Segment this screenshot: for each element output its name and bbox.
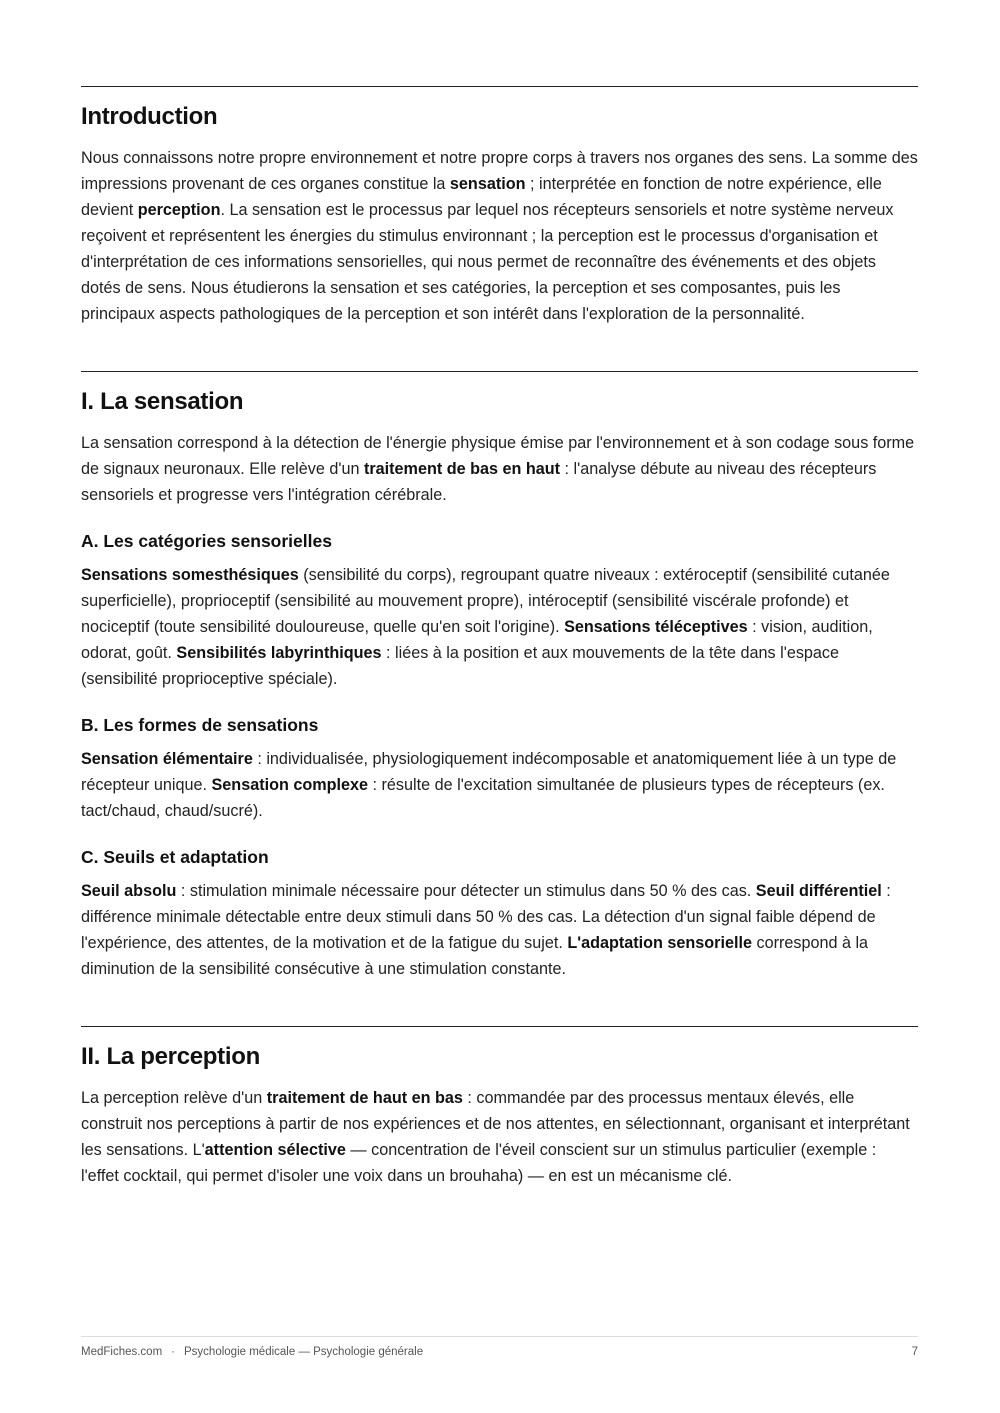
bold-term: Sensations téléceptives: [564, 618, 748, 636]
text-run: : commandée par des processus mentaux élevés, elle construit nos perceptions à partir de nos expériences et de nos attentes, en sélectionnant, organisant et interprétant les sensations. L': [81, 1089, 910, 1159]
text-run: ; interprétée en fonction de notre expérience, elle devient: [81, 175, 882, 219]
subsection-title-seuils: C. Seuils et adaptation: [81, 847, 269, 867]
perception-paragraph: [81, 1085, 918, 1189]
text-run: : stimulation minimale nécessaire pour détecter un stimulus dans 50 % des cas.: [176, 882, 756, 900]
text-run: (sensibilité du corps), regroupant quatre niveaux : extéroceptif (sensibilité cutanée superficielle), proprioceptif (sensibilité au mouvement propre), intéroceptif (sensibilité viscérale profonde) et nociceptif (toute sensibilité douloureuse, quelle qu'en soit l'origine).: [81, 566, 890, 636]
text-run: correspond à la diminution de la sensibilité consécutive à une stimulation constante.: [81, 934, 869, 978]
section-title-sensation: I. La sensation: [81, 388, 244, 415]
bold-term: Sensation élémentaire: [81, 750, 253, 768]
bold-term: traitement de haut en bas: [266, 1089, 463, 1107]
seuils-paragraph: [81, 878, 918, 982]
text-run: : individualisée, physiologiquement indécomposable et anatomiquement liée à un type de récepteur unique.: [81, 750, 897, 794]
text-run: Nous connaissons notre propre environnement et notre propre corps à travers nos organes des sens. La somme des impressions provenant de ces organes constitue la: [81, 149, 918, 193]
section-sensation: [81, 371, 918, 982]
bold-term: attention sélective: [204, 1141, 346, 1159]
bold-term: sensation: [449, 175, 526, 193]
text-run: La sensation correspond à la détection de l'énergie physique émise par l'environnement et à son codage sous forme de signaux neuronaux. Elle relève d'un: [81, 434, 915, 478]
footer-page-number: 7: [911, 1346, 918, 1358]
footer-site-link[interactable]: MedFiches.com: [81, 1346, 163, 1358]
text-run: : différence minimale détectable entre deux stimuli dans 50 % des cas. La détection d'un signal faible dépend de l'expérience, des attentes, de la motivation et de la fatigue du sujet.: [81, 882, 891, 952]
bold-term: Sensation complexe: [211, 776, 369, 794]
bold-term: Seuil différentiel: [755, 882, 882, 900]
bold-term: Sensibilités labyrinthiques: [176, 644, 382, 662]
bold-term: perception: [137, 201, 221, 219]
section-title-perception: II. La perception: [81, 1043, 260, 1070]
bold-term: Sensations somesthésiques: [81, 566, 299, 584]
text-run: . La sensation est le processus par lequel nos récepteurs sensoriels et notre système nerveux reçoivent et représentent les énergies du stimulus environnant ; la perception est le processus d'organisation et d'interprétation de ces informations sensorielles, qui nous permet de reconnaître des événements et des objets dotés de sens. Nous étudierons la sensation et ses catégories, la perception et ses composantes, puis les principaux aspects pathologiques de la perception et son intérêt dans l'exploration de la personnalité.: [81, 201, 894, 323]
text-run: : vision, audition, odorat, goût.: [81, 618, 873, 662]
footer-separator: ·: [171, 1346, 176, 1358]
categories-paragraph: [81, 562, 918, 692]
section-title-introduction: Introduction: [81, 103, 218, 130]
text-run: : liées à la position et aux mouvements de la tête dans l'espace (sensibilité proprioceptive spéciale).: [81, 644, 840, 688]
sensation-paragraph: [81, 430, 918, 508]
section-perception: [81, 1026, 918, 1189]
document-page: [81, 86, 918, 1189]
text-run: La perception relève d'un: [81, 1089, 267, 1107]
footer-left: [81, 1346, 423, 1358]
bold-term: L'adaptation sensorielle: [567, 934, 752, 952]
intro-paragraph: [81, 145, 918, 327]
text-run: : l'analyse débute au niveau des récepteurs sensoriels et progresse vers l'intégration cérébrale.: [81, 460, 877, 504]
subsection-title-categories: A. Les catégories sensorielles: [81, 531, 332, 551]
subsection-title-formes: B. Les formes de sensations: [81, 715, 319, 735]
section-introduction: [81, 86, 918, 327]
bold-term: traitement de bas en haut: [363, 460, 561, 478]
formes-paragraph: [81, 746, 918, 824]
text-run: : résulte de l'excitation simultanée de plusieurs types de récepteurs (ex. tact/chaud, chaud/sucré).: [81, 776, 885, 820]
footer-course: Psychologie médicale — Psychologie générale: [184, 1346, 424, 1358]
text-run: — concentration de l'éveil conscient sur un stimulus particulier (exemple : l'effet cocktail, qui permet d'isoler une voix dans un brouhaha) — en est un mécanisme clé.: [81, 1141, 877, 1185]
page-footer: [81, 1336, 918, 1358]
bold-term: Seuil absolu: [81, 882, 177, 900]
